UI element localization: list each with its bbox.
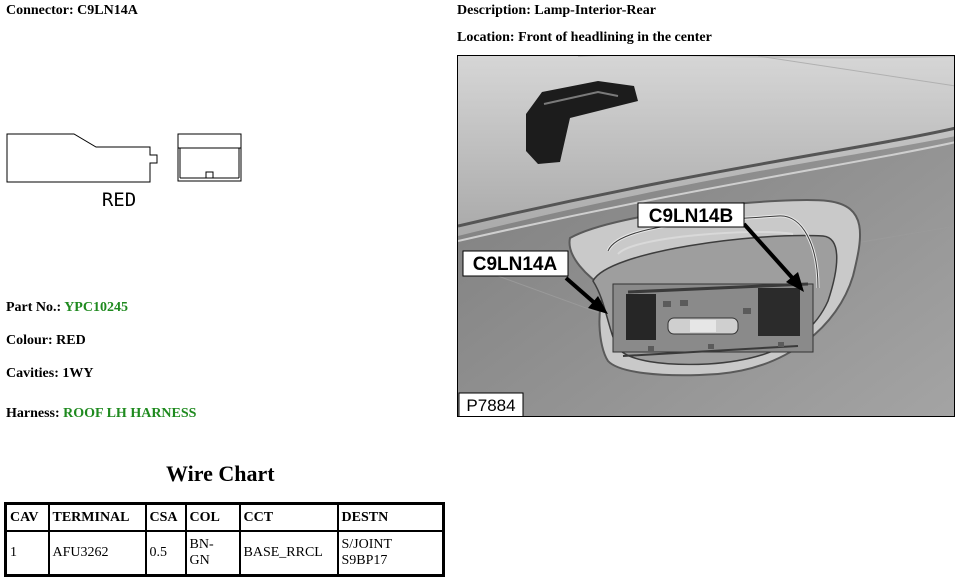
table-header-row (6, 504, 444, 532)
cell-cav: 1 (6, 531, 49, 576)
connector-color-caption: RED (101, 189, 137, 211)
harness-line (6, 406, 196, 422)
cavities-label: Cavities: (6, 366, 59, 381)
colour-value: RED (56, 333, 86, 348)
location-photo-illustration (458, 56, 955, 417)
callout-c9ln14b: C9LN14B (648, 206, 734, 227)
connector-face-outline (178, 134, 241, 181)
connector-label: Connector: (6, 3, 74, 18)
cell-terminal: AFU3262 (49, 531, 146, 576)
connector-value: C9LN14A (77, 3, 138, 18)
cell-destn-line-1: S/JOINT (341, 537, 393, 552)
cell-col (186, 531, 240, 576)
header-cav: CAV (6, 504, 49, 532)
colour-line (6, 333, 86, 349)
photo-reference-id: P7884 (466, 396, 516, 415)
description-value: Lamp-Interior-Rear (534, 3, 656, 18)
cavities-line (6, 366, 94, 382)
harness-label: Harness: (6, 406, 60, 421)
location-label: Location: (457, 30, 515, 45)
cavities-value: 1WY (62, 366, 94, 381)
connector-line (6, 3, 138, 19)
wire-chart-table (4, 502, 445, 577)
cell-csa: 0.5 (146, 531, 186, 576)
cell-cct: BASE_RRCL (240, 531, 338, 576)
header-col: COL (186, 504, 240, 532)
callout-c9ln14a: C9LN14A (472, 254, 558, 275)
part-no-value[interactable]: YPC10245 (64, 300, 128, 315)
header-destn: DESTN (338, 504, 444, 532)
part-no-line (6, 300, 128, 316)
location-photo (457, 55, 955, 417)
header-cct: CCT (240, 504, 338, 532)
header-csa: CSA (146, 504, 186, 532)
harness-value[interactable]: ROOF LH HARNESS (63, 406, 197, 421)
cell-destn-line-2: S9BP17 (341, 553, 388, 568)
cell-col-line-1: BN- (189, 537, 214, 552)
colour-label: Colour: (6, 333, 53, 348)
header-terminal: TERMINAL (49, 504, 146, 532)
part-no-label: Part No.: (6, 300, 62, 315)
description-label: Description: (457, 3, 531, 18)
connector-diagram (6, 128, 256, 212)
description-line (457, 3, 656, 19)
location-line (457, 30, 712, 46)
table-row (6, 531, 444, 576)
location-value: Front of headlining in the center (518, 30, 712, 45)
cell-destn (338, 531, 444, 576)
cell-col-line-2: GN (189, 553, 210, 568)
wire-chart-title: Wire Chart (166, 461, 275, 486)
connector-side-outline (7, 134, 157, 182)
